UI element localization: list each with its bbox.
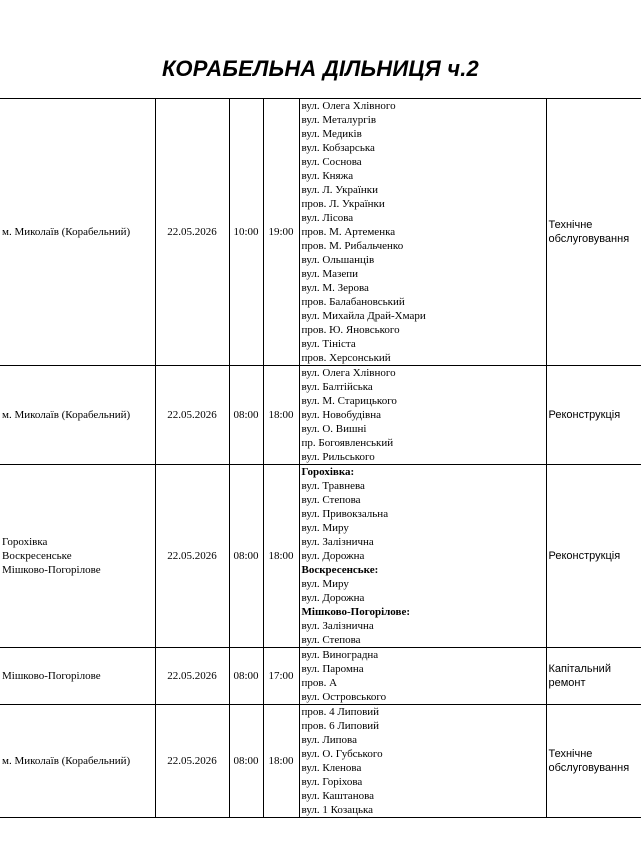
table-row: [0, 99, 641, 366]
street-item: вул. Виноградна: [301, 649, 379, 661]
table-row: [0, 465, 641, 648]
settlement-heading: Горохівка:: [301, 466, 355, 478]
street-item: пров. 6 Липовий: [301, 720, 380, 732]
street-item: вул. О. Вишні: [301, 423, 367, 435]
street-item: вул. Олега Хлівного: [301, 367, 396, 379]
street-item: вул. Княжа: [301, 170, 354, 182]
time-to-cell: 17:00: [263, 648, 299, 705]
settlement-name: м. Миколаїв (Корабельний): [2, 226, 131, 238]
settlement-cell: [0, 99, 155, 366]
streets-cell: [299, 705, 546, 818]
street-item: вул. Степова: [301, 494, 361, 506]
time-from-cell: 08:00: [229, 648, 263, 705]
settlement-cell: [0, 648, 155, 705]
street-item: пров. 4 Липовий: [301, 706, 380, 718]
settlement-name: Горохівка: [2, 536, 48, 548]
street-item: вул. Залізнична: [301, 536, 374, 548]
settlement-name: Мішково-Погорілове: [2, 670, 101, 682]
date-cell: 22.05.2026: [155, 705, 229, 818]
street-item: вул. Михайла Драй-Хмари: [301, 310, 426, 322]
settlement-cell: [0, 366, 155, 465]
table-row: [0, 705, 641, 818]
street-item: вул. Мазепи: [301, 268, 358, 280]
schedule-rows: [0, 99, 641, 818]
time-to-cell: 18:00: [263, 705, 299, 818]
street-item: вул. Л. Українки: [301, 184, 379, 196]
settlement-name: Мішково-Погорілове: [2, 564, 101, 576]
street-item: вул. Лісова: [301, 212, 354, 224]
settlement-heading: Мішково-Погорілове:: [301, 606, 411, 618]
work-type-cell: Технічне обслуговування: [546, 705, 641, 818]
street-item: вул. Кобзарська: [301, 142, 375, 154]
streets-cell: [299, 465, 546, 648]
street-item: вул. Металургів: [301, 114, 377, 126]
settlement-name: м. Миколаїв (Корабельний): [2, 755, 131, 767]
street-item: вул. Новобудівна: [301, 409, 381, 421]
date-cell: 22.05.2026: [155, 648, 229, 705]
work-type-cell: Капітальний ремонт: [546, 648, 641, 705]
street-item: вул. Липова: [301, 734, 357, 746]
street-item: вул. Кленова: [301, 762, 362, 774]
street-item: вул. Рильського: [301, 451, 375, 463]
settlement-name: Воскресенське: [2, 550, 72, 562]
street-item: вул. Степова: [301, 634, 361, 646]
street-item: вул. Паромна: [301, 663, 364, 675]
date-cell: 22.05.2026: [155, 366, 229, 465]
street-item: пров. М. Рибальченко: [301, 240, 404, 252]
street-item: пров. А: [301, 677, 338, 689]
table-row: [0, 648, 641, 705]
street-item: вул. Ольшанців: [301, 254, 375, 266]
time-from-cell: 08:00: [229, 465, 263, 648]
settlement-cell: [0, 465, 155, 648]
street-item: вул. О. Губського: [301, 748, 383, 760]
street-item: пров. М. Артеменка: [301, 226, 396, 238]
street-item: вул. М. Старицького: [301, 395, 397, 407]
street-item: вул. Каштанова: [301, 790, 375, 802]
date-cell: 22.05.2026: [155, 99, 229, 366]
street-item: вул. Травнева: [301, 480, 365, 492]
streets-cell: [299, 366, 546, 465]
street-item: вул. Привокзальна: [301, 508, 389, 520]
street-item: вул. М. Зерова: [301, 282, 369, 294]
street-item: вул. Горіхова: [301, 776, 363, 788]
time-to-cell: 18:00: [263, 465, 299, 648]
work-type-cell: Реконструкція: [546, 366, 641, 465]
settlement-name: м. Миколаїв (Корабельний): [2, 409, 131, 421]
streets-cell: [299, 99, 546, 366]
street-item: пров. Ю. Яновського: [301, 324, 400, 336]
street-item: пров. Л. Українки: [301, 198, 385, 210]
date-cell: 22.05.2026: [155, 465, 229, 648]
street-item: вул. Дорожна: [301, 550, 365, 562]
settlement-heading: Воскресенське:: [301, 564, 379, 576]
page-title: КОРАБЕЛЬНА ДІЛЬНИЦЯ ч.2: [162, 56, 479, 81]
street-item: вул. Дорожна: [301, 592, 365, 604]
street-item: пров. Херсонський: [301, 352, 391, 364]
street-item: вул. Островського: [301, 691, 387, 703]
time-from-cell: 08:00: [229, 366, 263, 465]
street-item: вул. 1 Козацька: [301, 804, 374, 816]
settlement-cell: [0, 705, 155, 818]
street-item: вул. Тініста: [301, 338, 356, 350]
street-item: пр. Богоявленський: [301, 437, 394, 449]
work-type-cell: Реконструкція: [546, 465, 641, 648]
street-item: вул. Олега Хлівного: [301, 100, 396, 112]
streets-cell: [299, 648, 546, 705]
time-to-cell: 19:00: [263, 99, 299, 366]
street-item: вул. Залізнична: [301, 620, 374, 632]
time-to-cell: 18:00: [263, 366, 299, 465]
outage-schedule-table: [0, 98, 641, 818]
street-item: вул. Миру: [301, 578, 349, 590]
street-item: вул. Соснова: [301, 156, 362, 168]
street-item: вул. Медиків: [301, 128, 362, 140]
street-item: вул. Балтійська: [301, 381, 373, 393]
street-item: вул. Миру: [301, 522, 349, 534]
time-from-cell: 08:00: [229, 705, 263, 818]
street-item: пров. Балабановський: [301, 296, 405, 308]
time-from-cell: 10:00: [229, 99, 263, 366]
table-row: [0, 366, 641, 465]
work-type-cell: Технічне обслуговування: [546, 99, 641, 366]
